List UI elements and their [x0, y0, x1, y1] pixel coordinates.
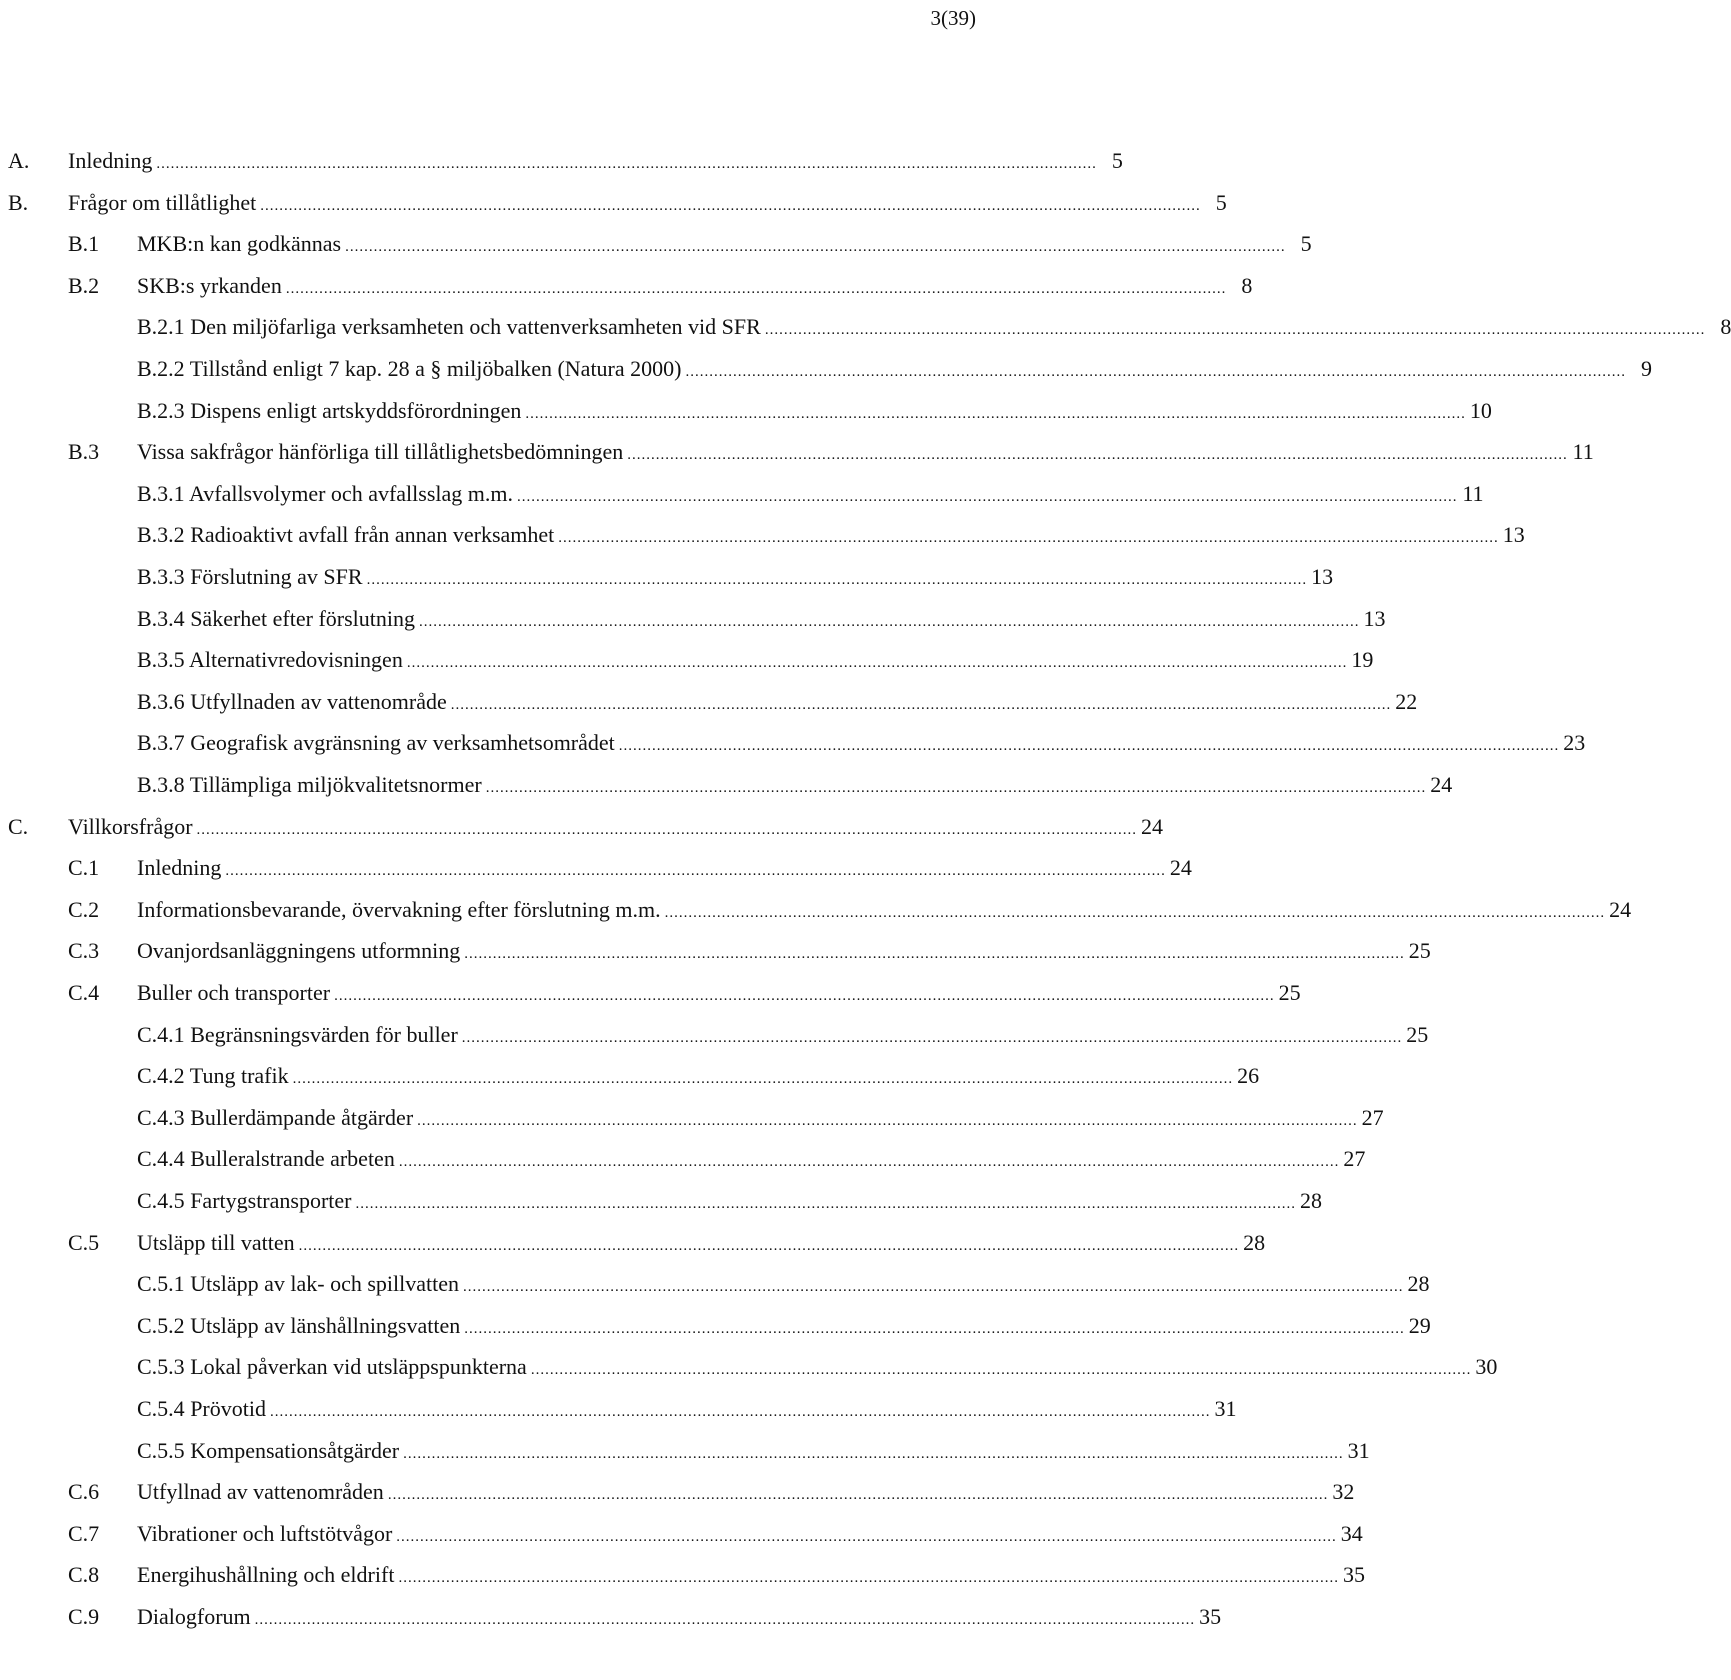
toc-entry-line — [137, 1057, 1260, 1098]
dot-leader: ...................................................................................................................................................................................................... — [464, 1320, 1405, 1337]
toc-entry-title-text: Alternativredovisningen — [188, 647, 403, 673]
toc-entry-number: C.1 — [68, 855, 100, 881]
toc-entry-number: B.2.1 — [137, 314, 185, 340]
toc-entry-page: 25 — [1278, 980, 1301, 1005]
toc-entry-title — [137, 308, 765, 346]
toc-entry-page: 13 — [1502, 522, 1525, 548]
toc-entry-line — [137, 1099, 1384, 1140]
dot-leader: ...................................................................................................................................................................................................... — [419, 613, 1360, 630]
toc-entry-line — [137, 683, 1418, 724]
toc-entry-page: 13 — [1311, 564, 1334, 589]
dot-leader: ...................................................................................................................................................................................................... — [260, 197, 1201, 214]
toc-entry-number: B.2 — [68, 272, 100, 298]
toc-entry-title-text: Säkerhet efter förslutning — [190, 605, 415, 631]
toc-entry-page: 31 — [1214, 1396, 1237, 1421]
dot-leader: ...................................................................................................................................................................................................... — [254, 1612, 1196, 1628]
dot-leader: ...................................................................................................................................................................................................... — [225, 863, 1166, 880]
toc-entry-title — [137, 516, 558, 554]
dot-leader: ...................................................................................................................................................................................................... — [334, 988, 1275, 1004]
toc-entry-line — [137, 974, 1301, 1015]
dot-leader: ...................................................................................................................................................................................................... — [387, 1487, 1329, 1504]
dot-leader: ...................................................................................................................................................................................................... — [269, 1404, 1211, 1420]
dot-leader: ...................................................................................................................................................................................................... — [764, 322, 1706, 339]
toc-entry-title: Informationsbevarande, övervakning efter förslutning m.m. — [137, 896, 661, 922]
toc-entry-page: 27 — [1361, 1104, 1384, 1130]
toc-entry-page: 13 — [1363, 605, 1386, 631]
toc-entry[interactable] — [0, 1598, 1222, 1636]
toc-entry-line — [137, 350, 1652, 391]
toc-entry-title-text: Tung trafik — [189, 1063, 289, 1089]
dot-leader: ...................................................................................................................................................................................................... — [450, 696, 1392, 713]
dot-leader: ...................................................................................................................................................................................................... — [396, 1528, 1337, 1545]
toc-entry-title-text: Begränsningsvärden för buller — [190, 1021, 458, 1047]
toc-entry-title: Inledning — [137, 855, 222, 881]
toc-entry-title: Buller och transporter — [137, 980, 331, 1005]
toc-entry-title-text: Förslutning av SFR — [190, 564, 363, 589]
toc-entry-number: C.5.4 — [137, 1396, 185, 1421]
toc-entry-title-text: Radioaktivt avfall från annan verksamhet — [190, 522, 555, 548]
toc-entry-title-text: Bulleralstrande arbeten — [190, 1146, 395, 1172]
toc-entry[interactable] — [0, 974, 1301, 1012]
toc-entry-page: 25 — [1408, 938, 1431, 964]
toc-entry-title-text: Tillämpliga miljökvalitetsnormer — [189, 772, 482, 797]
toc-entry-line — [137, 267, 1253, 308]
toc-entry-page: 25 — [1406, 1021, 1429, 1047]
toc-entry[interactable] — [0, 724, 1586, 762]
toc-entry[interactable] — [0, 808, 1164, 846]
toc-entry-number: C.8 — [68, 1562, 100, 1588]
toc-entry-title: Vissa sakfrågor hänförliga till tillåtlighetsbedömningen — [137, 439, 624, 465]
toc-entry[interactable] — [0, 1556, 1365, 1594]
dot-leader: ...................................................................................................................................................................................................... — [530, 1362, 1472, 1379]
toc-entry-number: B.3.7 — [137, 730, 185, 756]
toc-entry-number: B.3.4 — [137, 605, 185, 631]
toc-entry-line — [137, 1515, 1363, 1556]
toc-entry[interactable] — [0, 1390, 1237, 1428]
toc-entry-page: 10 — [1469, 397, 1492, 423]
toc-entry-title-text: Utfyllnaden av vattenområde — [190, 688, 447, 714]
toc-entry-title — [137, 600, 419, 638]
toc-entry-title — [137, 1182, 355, 1220]
toc-entry-number: C.9 — [68, 1604, 100, 1629]
toc-entry-title-text: Dispens enligt artskyddsförordningen — [190, 397, 522, 423]
toc-entry-title — [137, 1016, 462, 1054]
dot-leader: ...................................................................................................................................................................................................... — [298, 1237, 1240, 1254]
toc-entry-number: C.5.2 — [137, 1312, 185, 1338]
toc-entry[interactable] — [0, 350, 1652, 388]
dot-leader: ...................................................................................................................................................................................................... — [366, 572, 1308, 588]
toc-entry-line — [137, 600, 1386, 641]
toc-entry-title-text: Utsläpp av länshållningsvatten — [190, 1312, 461, 1338]
toc-entry-page: 8 — [1241, 272, 1253, 298]
toc-entry-title — [137, 683, 451, 721]
dot-leader: ...................................................................................................................................................................................................... — [463, 1279, 1404, 1296]
dot-leader: ...................................................................................................................................................................................................... — [355, 1196, 1296, 1212]
toc-entry-title-text: Prövotid — [190, 1396, 266, 1421]
toc-entry[interactable] — [0, 392, 1492, 430]
toc-entry-number: C.4.4 — [137, 1146, 185, 1172]
toc-entry-number: C.5.5 — [137, 1437, 185, 1463]
toc-entry-title: Ovanjordsanläggningens utformning — [137, 938, 461, 964]
toc-entry[interactable] — [0, 558, 1334, 596]
toc-entry-line — [68, 184, 1227, 225]
toc-entry-title: Vibrationer och luftstötvågor — [137, 1520, 393, 1546]
dot-leader: ...................................................................................................................................................................................................... — [398, 1154, 1340, 1171]
toc-entry-title — [137, 724, 619, 762]
toc-entry-title-text: Lokal påverkan vid utsläppspunkterna — [190, 1354, 527, 1380]
toc-entry-page: 23 — [1563, 730, 1586, 756]
toc-entry-page: 28 — [1243, 1229, 1266, 1255]
toc-entry[interactable] — [0, 433, 1594, 471]
toc-entry-line — [137, 516, 1525, 557]
dot-leader: ...................................................................................................................................................................................................... — [464, 946, 1405, 963]
toc-entry-line — [137, 475, 1484, 516]
dot-leader: ...................................................................................................................................................................................................... — [403, 1445, 1344, 1462]
toc-entry[interactable] — [0, 475, 1484, 513]
toc-entry-line — [68, 808, 1164, 849]
toc-entry-number: B.2.2 — [137, 356, 185, 381]
dot-leader: ...................................................................................................................................................................................................... — [156, 156, 1097, 172]
toc-entry-line — [137, 1307, 1431, 1348]
toc-entry-line — [68, 142, 1123, 183]
toc-entry-line — [137, 1556, 1365, 1597]
toc-entry-number: B.3.6 — [137, 688, 185, 714]
toc-entry-page: 32 — [1332, 1479, 1355, 1505]
toc-entry-title — [137, 766, 486, 804]
toc-entry-page: 35 — [1199, 1604, 1222, 1629]
toc-entry-page: 5 — [1111, 148, 1123, 173]
toc-entry-page: 24 — [1430, 772, 1453, 797]
toc-entry-title — [137, 350, 685, 388]
dot-leader: ...................................................................................................................................................................................................... — [292, 1071, 1234, 1088]
toc-entry-title: MKB:n kan godkännas — [137, 231, 342, 257]
toc-entry-page: 30 — [1475, 1354, 1498, 1380]
toc-entry-number: C.7 — [68, 1520, 100, 1546]
toc-entry-title — [137, 1432, 403, 1470]
toc-entry-number: C.4.3 — [137, 1104, 185, 1130]
toc-entry-title — [137, 558, 367, 596]
toc-entry-page: 5 — [1300, 231, 1312, 257]
toc-entry[interactable] — [0, 849, 1192, 887]
toc-entry-line — [137, 724, 1586, 765]
toc-entry[interactable] — [0, 600, 1386, 638]
dot-leader: ...................................................................................................................................................................................................... — [685, 364, 1626, 380]
toc-entry-title — [137, 1390, 270, 1428]
toc-entry-title — [137, 1307, 464, 1345]
toc-entry-line — [137, 1390, 1237, 1431]
dot-leader: ...................................................................................................................................................................................................... — [627, 447, 1568, 464]
toc-entry-title — [137, 392, 525, 430]
toc-entry-number: B.3.3 — [137, 564, 185, 589]
toc-entry-line — [137, 558, 1334, 599]
toc-entry-title-text: Tillstånd enligt 7 kap. 28 a § miljöbalken (Natura 2000) — [189, 356, 682, 381]
toc-entry[interactable] — [0, 1099, 1384, 1137]
toc-entry-title: Frågor om tillåtlighet — [68, 189, 257, 215]
dot-leader: ...................................................................................................................................................................................................... — [461, 1029, 1403, 1046]
toc-entry-page: 26 — [1237, 1063, 1260, 1089]
toc-entry-number: C.5.1 — [137, 1271, 185, 1297]
toc-entry-title — [137, 475, 517, 513]
toc-entry-number: B. — [8, 189, 29, 215]
toc-entry-title-text: Bullerdämpande åtgärder — [190, 1104, 414, 1130]
toc-entry-number: C.4 — [68, 980, 100, 1005]
toc-entry-number: A. — [8, 148, 30, 173]
toc-entry-line — [137, 1598, 1222, 1639]
toc-entry-line — [137, 1473, 1355, 1514]
toc-entry[interactable] — [0, 1473, 1355, 1511]
toc-entry-title — [137, 1265, 463, 1303]
toc-entry[interactable] — [0, 683, 1418, 721]
toc-entry[interactable] — [0, 641, 1374, 679]
toc-entry-page: 24 — [1141, 813, 1164, 839]
toc-entry[interactable] — [0, 184, 1227, 222]
toc-entry-title-text: Den miljöfarliga verksamheten och vattenverksamheten vid SFR — [190, 314, 761, 340]
toc-entry[interactable] — [0, 225, 1312, 263]
toc-entry-title: Villkorsfrågor — [68, 813, 193, 839]
toc-entry-title: SKB:s yrkanden — [137, 272, 282, 298]
toc-entry[interactable] — [0, 142, 1123, 180]
toc-entry[interactable] — [0, 1265, 1430, 1303]
toc-entry-title-text: Avfallsvolymer och avfallsslag m.m. — [188, 480, 514, 506]
toc-entry-title-text: Fartygstransporter — [190, 1188, 352, 1213]
toc-entry-page: 19 — [1351, 647, 1374, 673]
dot-leader: ...................................................................................................................................................................................................... — [525, 405, 1466, 422]
toc-entry-number: C.2 — [68, 896, 100, 922]
toc-entry-number: B.3.2 — [137, 522, 185, 548]
dot-leader: ...................................................................................................................................................................................................... — [406, 655, 1348, 672]
toc-entry-number: C.6 — [68, 1479, 100, 1505]
toc-entry-line — [137, 932, 1431, 973]
toc-entry-line — [137, 766, 1453, 807]
toc-entry-number: C.5 — [68, 1229, 100, 1255]
toc-entry-page: 29 — [1408, 1312, 1431, 1338]
toc-entry-number: C. — [8, 813, 29, 839]
toc-entry-page: 35 — [1342, 1562, 1365, 1588]
toc-entry-page: 27 — [1343, 1146, 1366, 1172]
toc-entry-number: C.4.1 — [137, 1021, 185, 1047]
toc-entry-page: 34 — [1340, 1520, 1363, 1546]
toc-entry[interactable] — [0, 766, 1453, 804]
dot-leader: ...................................................................................................................................................................................................... — [398, 1570, 1339, 1587]
toc-entry[interactable] — [0, 1348, 1498, 1386]
toc-entry[interactable] — [0, 1515, 1363, 1553]
toc-entry-number: B.3.5 — [137, 647, 185, 673]
toc-entry[interactable] — [0, 308, 1731, 346]
page-number: 3(39) — [930, 6, 976, 30]
toc-entry-page: 8 — [1720, 314, 1731, 340]
toc-entry-title-text: Utsläpp av lak- och spillvatten — [190, 1271, 460, 1297]
dot-leader: ...................................................................................................................................................................................................... — [417, 1112, 1358, 1129]
toc-entry-title — [137, 641, 407, 679]
toc-entry[interactable] — [0, 1182, 1322, 1220]
toc-entry-title-text: Geografisk avgränsning av verksamhetsområdet — [190, 730, 615, 756]
toc-entry-page: 11 — [1462, 480, 1484, 506]
toc-entry[interactable] — [0, 267, 1253, 305]
toc-entry-line — [137, 641, 1374, 682]
toc-entry-number: C.4.5 — [137, 1188, 185, 1213]
toc-entry[interactable] — [0, 1057, 1260, 1095]
toc-entry-page: 11 — [1572, 439, 1594, 465]
toc-entry-title — [137, 1099, 417, 1137]
toc-entry-title: Utfyllnad av vattenområden — [137, 1479, 384, 1505]
toc-entry-line — [137, 1016, 1429, 1057]
toc-entry-number: B.2.3 — [137, 397, 185, 423]
dot-leader: ...................................................................................................................................................................................................... — [517, 488, 1458, 505]
toc-entry-number: C.3 — [68, 938, 100, 964]
toc-entry-number: B.1 — [68, 231, 100, 257]
dot-leader: ...................................................................................................................................................................................................... — [285, 280, 1227, 297]
toc-entry-title: Energihushållning och eldrift — [137, 1562, 395, 1588]
dot-leader: ...................................................................................................................................................................................................... — [664, 904, 1606, 921]
dot-leader: ...................................................................................................................................................................................................... — [558, 530, 1499, 547]
toc-entry-line — [137, 1182, 1322, 1223]
toc-entry-line — [137, 1140, 1366, 1181]
toc-entry-line — [137, 1432, 1370, 1473]
toc-entry[interactable] — [0, 1016, 1429, 1054]
toc-entry[interactable] — [0, 932, 1431, 970]
toc-entry[interactable] — [0, 1307, 1431, 1345]
toc-entry[interactable] — [0, 1140, 1366, 1178]
toc-entry-line — [137, 308, 1731, 349]
toc-entry-number: B.3 — [68, 439, 100, 465]
toc-entry-line — [137, 392, 1492, 433]
toc-entry-line — [137, 433, 1594, 474]
dot-leader: ...................................................................................................................................................................................................... — [196, 821, 1138, 838]
toc-entry-number: C.4.2 — [137, 1063, 185, 1089]
toc-entry-title — [137, 1057, 293, 1095]
dot-leader: ...................................................................................................................................................................................................... — [618, 738, 1560, 755]
toc-entry-title-text: Kompensationsåtgärder — [190, 1437, 400, 1463]
toc-entry[interactable] — [0, 1224, 1266, 1262]
toc-entry-number: C.5.3 — [137, 1354, 185, 1380]
toc-entry-line — [137, 1224, 1266, 1265]
toc-entry-page: 24 — [1609, 896, 1632, 922]
toc-entry-page: 31 — [1347, 1437, 1370, 1463]
toc-entry[interactable] — [0, 516, 1525, 554]
toc-entry-page: 5 — [1215, 189, 1227, 215]
toc-entry-page: 28 — [1407, 1271, 1430, 1297]
toc-entry-line — [137, 225, 1312, 266]
toc-entry-title: Utsläpp till vatten — [137, 1229, 295, 1255]
toc-entry-title: Inledning — [68, 148, 153, 173]
toc-entry-title: Dialogforum — [137, 1604, 251, 1629]
toc-entry-page: 22 — [1395, 688, 1418, 714]
toc-entry-page: 28 — [1299, 1188, 1322, 1213]
toc-entry[interactable] — [0, 1432, 1370, 1470]
toc-entry-line — [137, 849, 1192, 890]
toc-entry-number: B.3.8 — [137, 772, 185, 797]
dot-leader: ...................................................................................................................................................................................................... — [345, 239, 1286, 256]
toc-entry-line — [137, 1265, 1430, 1306]
toc-entry-page: 24 — [1169, 855, 1192, 881]
toc-entry-line — [137, 1348, 1498, 1389]
toc-entry[interactable] — [0, 891, 1632, 929]
dot-leader: ...................................................................................................................................................................................................... — [485, 780, 1427, 796]
toc-entry-title — [137, 1140, 399, 1178]
toc-entry-page: 9 — [1640, 356, 1652, 381]
toc-entry-number: B.3.1 — [137, 480, 185, 506]
toc-entry-title — [137, 1348, 531, 1386]
toc-entry-line — [137, 891, 1632, 932]
